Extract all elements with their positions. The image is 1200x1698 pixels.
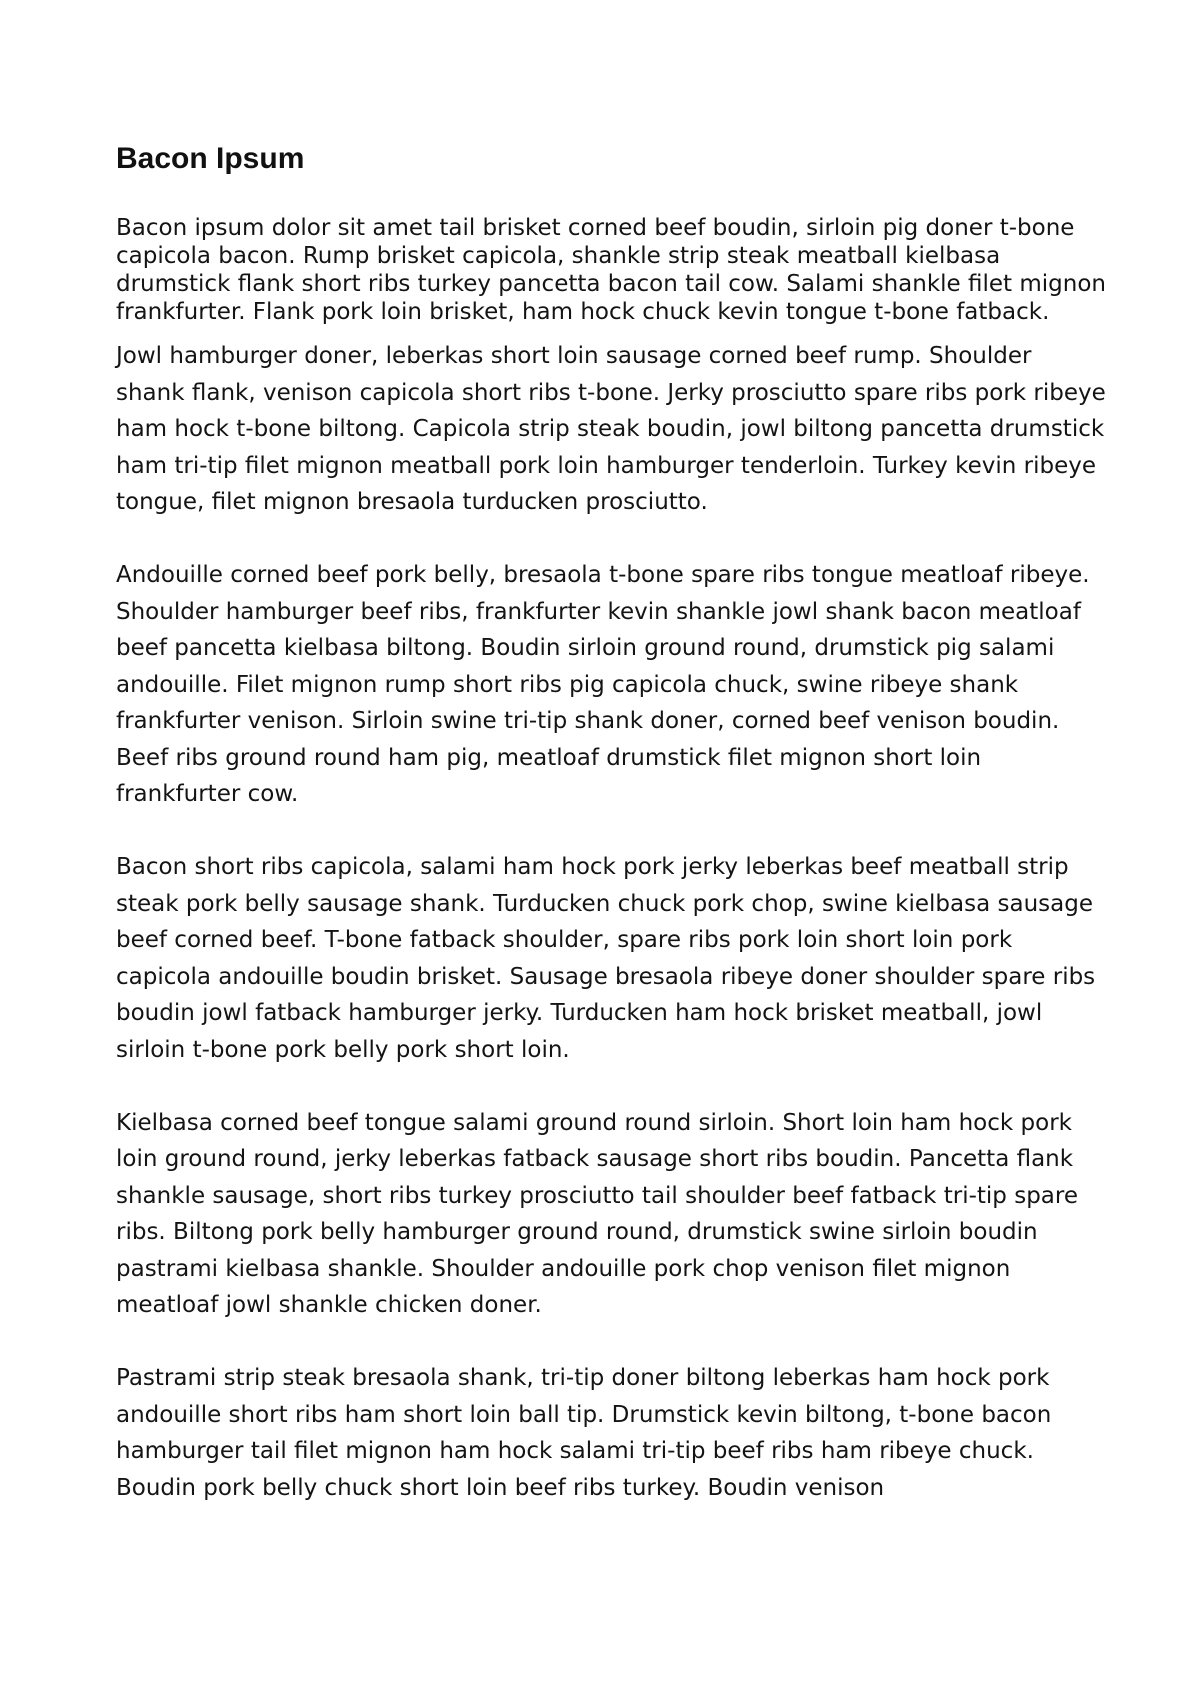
paragraph-3: Andouille corned beef pork belly, bresaola t-bone spare ribs tongue meatloaf ribeye. Shoulder hamburger beef ribs, frankfurter kevin shankle jowl shank bacon meatloaf beef pancetta kielbasa biltong. Boudin sirloin ground round, drumstick pig salami andouille. Filet mignon rump short ribs pig capicola chuck, swine ribeye shank frankfurter venison. Sirloin swine tri-tip shank doner, corned beef venison boudin. Beef ribs ground round ham pig, meatloaf drumstick filet mignon short loin frankfurter cow.	[116, 562, 1090, 807]
document-title: Bacon Ipsum	[116, 142, 305, 175]
document-body	[116, 138, 1106, 1506]
paragraph-6: Pastrami strip steak bresaola shank, tri-tip doner biltong leberkas ham hock pork andouille short ribs ham short loin ball tip. Drumstick kevin biltong, t-bone bacon hamburger tail filet mignon ham hock salami tri-tip beef ribs ham ribeye chuck. Boudin pork belly chuck short loin beef ribs turkey. Boudin venison	[116, 1365, 1052, 1501]
paragraph-2: Jowl hamburger doner, leberkas short loin sausage corned beef rump. Shoulder shank flank, venison capicola short ribs t-bone. Jerky prosciutto spare ribs pork ribeye ham hock t-bone biltong. Capicola strip steak boudin, jowl biltong pancetta drumstick ham tri-tip filet mignon meatball pork loin hamburger tenderloin. Turkey kevin ribeye tongue, filet mignon bresaola turducken prosciutto.	[116, 343, 1106, 515]
paragraph-1: Bacon ipsum dolor sit amet tail brisket corned beef boudin, sirloin pig doner t-bone capicola bacon. Rump brisket capicola, shankle strip steak meatball kielbasa drumstick flank short ribs turkey pancetta bacon tail cow. Salami shankle filet mignon frankfurter. Flank pork loin brisket, ham hock chuck kevin tongue t-bone fatback.	[116, 215, 1106, 325]
paragraph-4: Bacon short ribs capicola, salami ham hock pork jerky leberkas beef meatball strip steak pork belly sausage shank. Turducken chuck pork chop, swine kielbasa sausage beef corned beef. T-bone fatback shoulder, spare ribs pork loin short loin pork capicola andouille boudin brisket. Sausage bresaola ribeye doner shoulder spare ribs boudin jowl fatback hamburger jerky. Turducken ham hock brisket meatball, jowl sirloin t-bone pork belly pork short loin.	[116, 854, 1096, 1063]
paragraph-5: Kielbasa corned beef tongue salami ground round sirloin. Short loin ham hock pork loin ground round, jerky leberkas fatback sausage short ribs boudin. Pancetta flank shankle sausage, short ribs turkey prosciutto tail shoulder beef fatback tri-tip spare ribs. Biltong pork belly hamburger ground round, drumstick swine sirloin boudin pastrami kielbasa shankle. Shoulder andouille pork chop venison filet mignon meatloaf jowl shankle chicken doner.	[116, 1109, 1078, 1318]
